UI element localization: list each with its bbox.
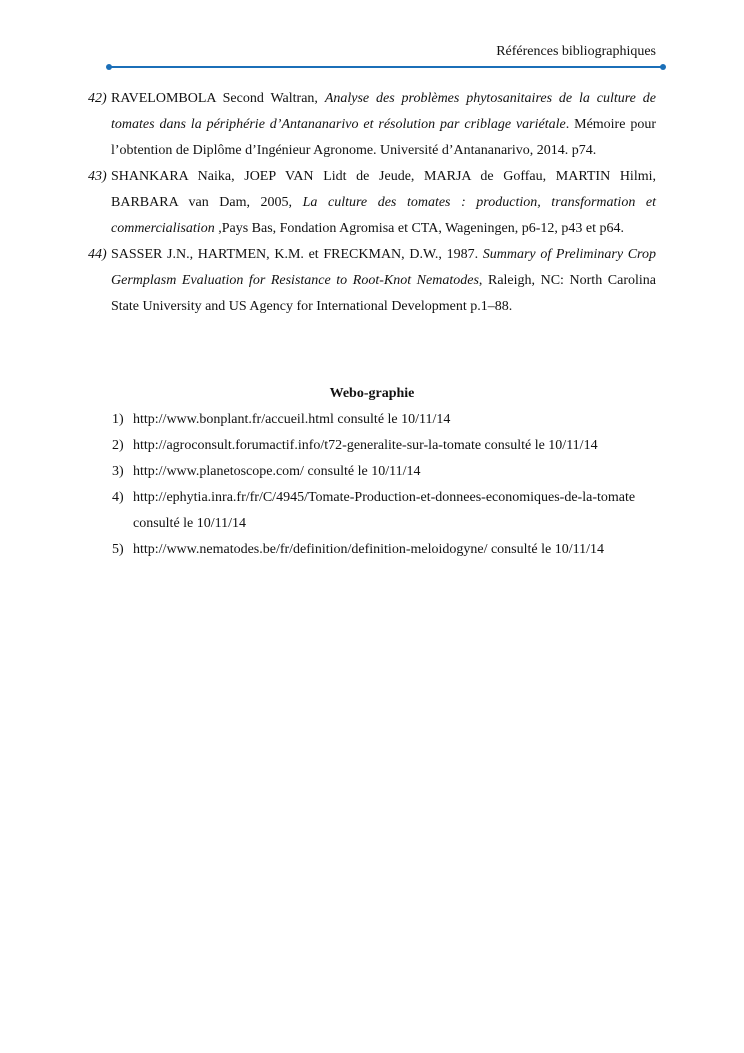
- webography-item: [112, 537, 656, 563]
- reference-title: Summary of Preliminary Crop Germplasm Evaluation for Resistance to Root-Knot Nematodes: [111, 247, 656, 288]
- reference-item: [88, 242, 656, 320]
- reference-list: [88, 86, 656, 320]
- webography-link[interactable]: http://www.bonplant.fr/accueil.html consulté le 10/11/14: [133, 412, 451, 427]
- reference-body: [111, 242, 656, 320]
- reference-body: [111, 86, 656, 164]
- page-header-title: Références bibliographiques: [496, 44, 656, 59]
- header-rule: [106, 64, 666, 70]
- reference-number: 42): [88, 91, 107, 106]
- reference-details: , Raleigh, NC: North Carolina State University and US Agency for International Development p.1–88.: [111, 273, 656, 314]
- reference-author: RAVELOMBOLA Second Waltran,: [111, 91, 325, 106]
- header-rule-line: [109, 66, 663, 68]
- webography-number: 1): [112, 412, 124, 427]
- webography-item: [112, 407, 656, 433]
- reference-author: SHANKARA Naika, JOEP VAN Lidt de Jeude, MARJA de Goffau, MARTIN Hilmi, BARBARA van Dam, 2005,: [111, 169, 656, 210]
- webography-link[interactable]: http://agroconsult.forumactif.info/t72-generalite-sur-la-tomate consulté le 10/11/14: [133, 438, 598, 453]
- webography-number: 2): [112, 438, 124, 453]
- webography-list: [112, 407, 656, 563]
- webography-item: [112, 433, 656, 459]
- webography-item: [112, 459, 656, 485]
- reference-title: La culture des tomates : production, transformation et commercialisation: [111, 195, 656, 236]
- reference-details: ,Pays Bas, Fondation Agromisa et CTA, Wageningen, p6-12, p43 et p64.: [214, 221, 624, 236]
- reference-details: . Mémoire pour l’obtention de Diplôme d’Ingénieur Agronome. Université d’Antananarivo, 2014. p74.: [111, 117, 656, 158]
- reference-number: 44): [88, 247, 107, 262]
- reference-author: SASSER J.N., HARTMEN, K.M. et FRECKMAN, D.W., 1987.: [111, 247, 483, 262]
- reference-body: [111, 164, 656, 242]
- webography-number: 3): [112, 464, 124, 479]
- header-rule-left-dot: [106, 64, 112, 70]
- reference-title: Analyse des problèmes phytosanitaires de la culture de tomates dans la périphérie d’Antananarivo et résolution par criblage variétale: [111, 91, 656, 132]
- webography-link[interactable]: http://www.planetoscope.com/ consulté le 10/11/14: [133, 464, 421, 479]
- webography-item: [112, 485, 656, 537]
- webography-number: 5): [112, 542, 124, 557]
- webography-link[interactable]: http://www.nematodes.be/fr/definition/definition-meloidogyne/ consulté le 10/11/14: [133, 542, 604, 557]
- header-rule-right-dot: [660, 64, 666, 70]
- reference-item: [88, 164, 656, 242]
- reference-item: [88, 86, 656, 164]
- webography-heading: Webo-graphie: [329, 386, 415, 401]
- webography-link[interactable]: http://ephytia.inra.fr/fr/C/4945/Tomate-Production-et-donnees-economiques-de-la-tomate consulté le 10/11/14: [133, 490, 643, 531]
- reference-number: 43): [88, 169, 107, 184]
- webography-number: 4): [112, 490, 124, 505]
